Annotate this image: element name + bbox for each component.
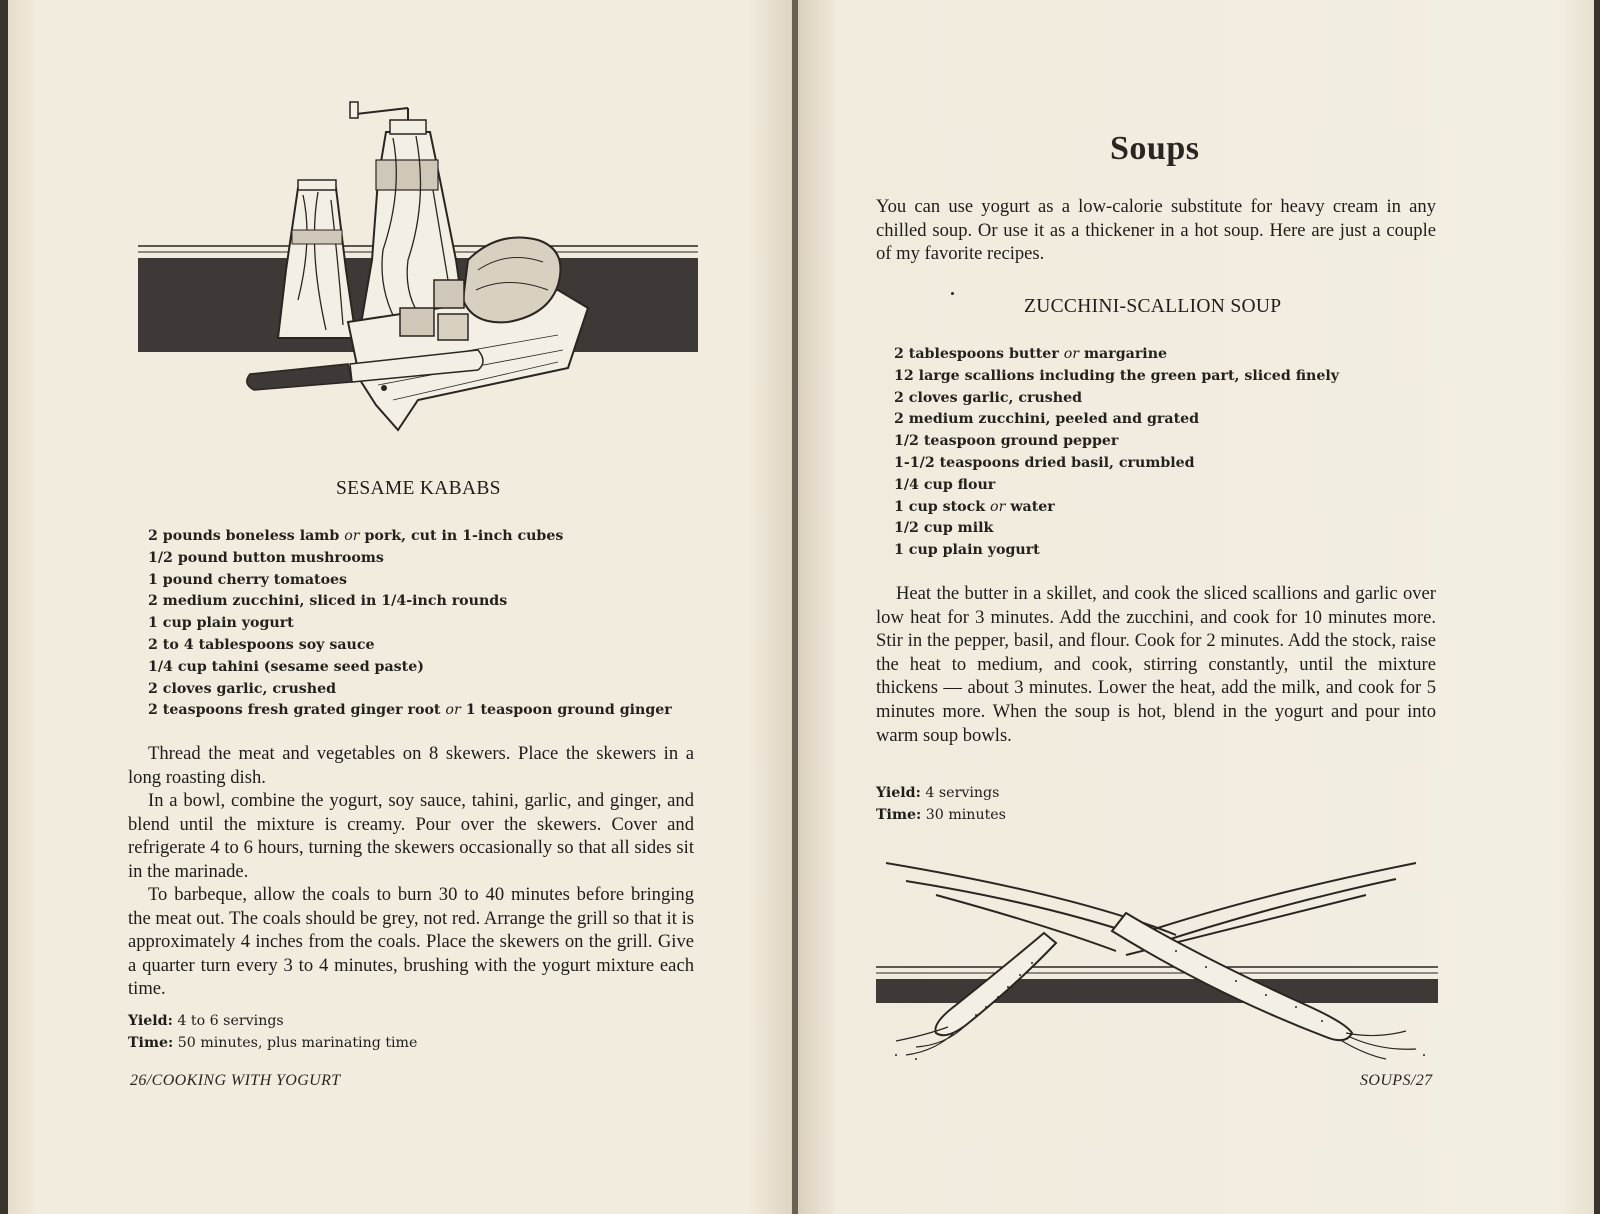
soup-directions: Heat the butter in a skillet, and cook the sliced scallions and garlic over low heat for 3 minutes. Add the zucchini, and cook for 10 minutes more. Stir in the pepper, basil, and flour. Cook for 2 minutes. Add the stock, raise the heat to medium, and cook, stirring constantly, until the mixture thickens — about 3 minutes. Lower the heat, add the milk, and cook for 5 minutes more. When the soup is hot, blend in the yogurt and pour into warm soup bowls. [876,583,1436,746]
left-page [8,0,794,1214]
ingredient-item: 1/4 cup tahini (sesame seed paste) [148,658,424,675]
ingredient-list-soup [894,344,1339,562]
ingredient-item: 2 medium zucchini, peeled and grated [894,411,1200,428]
page-folio-right: SOUPS/27 [1360,1072,1433,1089]
ingredient-item: 12 large scallions including the green part, sliced finely [894,367,1339,384]
ingredient-item: 2 medium zucchini, sliced in 1/4-inch rounds [148,593,508,610]
ingredient-item: 2 cloves garlic, crushed [894,389,1083,406]
ingredient-item: 1-1/2 teaspoons dried basil, crumbled [894,454,1195,471]
print-speck [951,292,954,295]
chapter-intro: You can use yogurt as a low-calorie substitute for heavy cream in any chilled soup. Or use it as a thickener in a hot soup. Here are just a couple of my favorite recipes. [876,196,1436,265]
ingredient-item: 1 pound cherry tomatoes [148,571,348,588]
ingredient-list-kababs [148,526,672,722]
ingredient-item: 1/4 cup flour [894,476,996,493]
ingredient-item: 2 teaspoons fresh grated ginger root or 1 teaspoon ground ginger [148,702,672,719]
recipe-title-zucchini-scallion-soup: ZUCCHINI-SCALLION SOUP [1024,296,1282,317]
page-folio-left: 26/COOKING WITH YOGURT [130,1072,341,1089]
recipe-title-sesame-kababs: SESAME KABABS [336,478,501,499]
direction-paragraph-3: To barbeque, allow the coals to burn 30 to 40 minutes before bringing the meat out. The coals should be grey, not red. Arrange the grill so that it is approximately 4 inches from the coals. Place the skewers on the grill. Give a quarter turn every 3 to 4 minutes, brushing with the yogurt mixture each time. [128,884,694,1000]
ingredient-item: 2 cloves garlic, crushed [148,680,337,697]
scallions-illustration [876,855,1446,1065]
ingredient-item: 2 to 4 tablespoons soy sauce [148,636,375,653]
yield-line: Yield: 4 servings [876,785,1000,801]
ingredient-item: 1 cup stock or water [894,498,1055,515]
direction-paragraph-2: In a bowl, combine the yogurt, soy sauce, tahini, garlic, and ginger, and blend until the mixture is creamy. Pour over the skewers. Cover and refrigerate 4 to 6 hours, turning the skewers occasionally so that all sides sit in the marinade. [128,790,694,882]
right-page [798,0,1594,1214]
ingredient-item: 1 cup plain yogurt [894,542,1040,559]
ingredient-item: 1 cup plain yogurt [148,615,294,632]
time-line: Time: 30 minutes [876,807,1006,823]
ingredient-item: 1/2 teaspoon ground pepper [894,433,1119,450]
ingredient-item: 1/2 cup milk [894,520,994,537]
direction-paragraph-1: Thread the meat and vegetables on 8 skewers. Place the skewers in a long roasting dish. [128,743,694,788]
ingredient-item: 2 pounds boneless lamb or pork, cut in 1-inch cubes [148,528,564,544]
time-line: Time: 50 minutes, plus marinating time [128,1035,418,1051]
pepper-mill-board-illustration [138,100,718,445]
yield-line: Yield: 4 to 6 servings [128,1013,284,1029]
chapter-title: Soups [1110,130,1200,167]
ingredient-item: 1/2 pound button mushrooms [148,549,384,566]
ingredient-item: 2 tablespoons butter or margarine [894,346,1168,362]
